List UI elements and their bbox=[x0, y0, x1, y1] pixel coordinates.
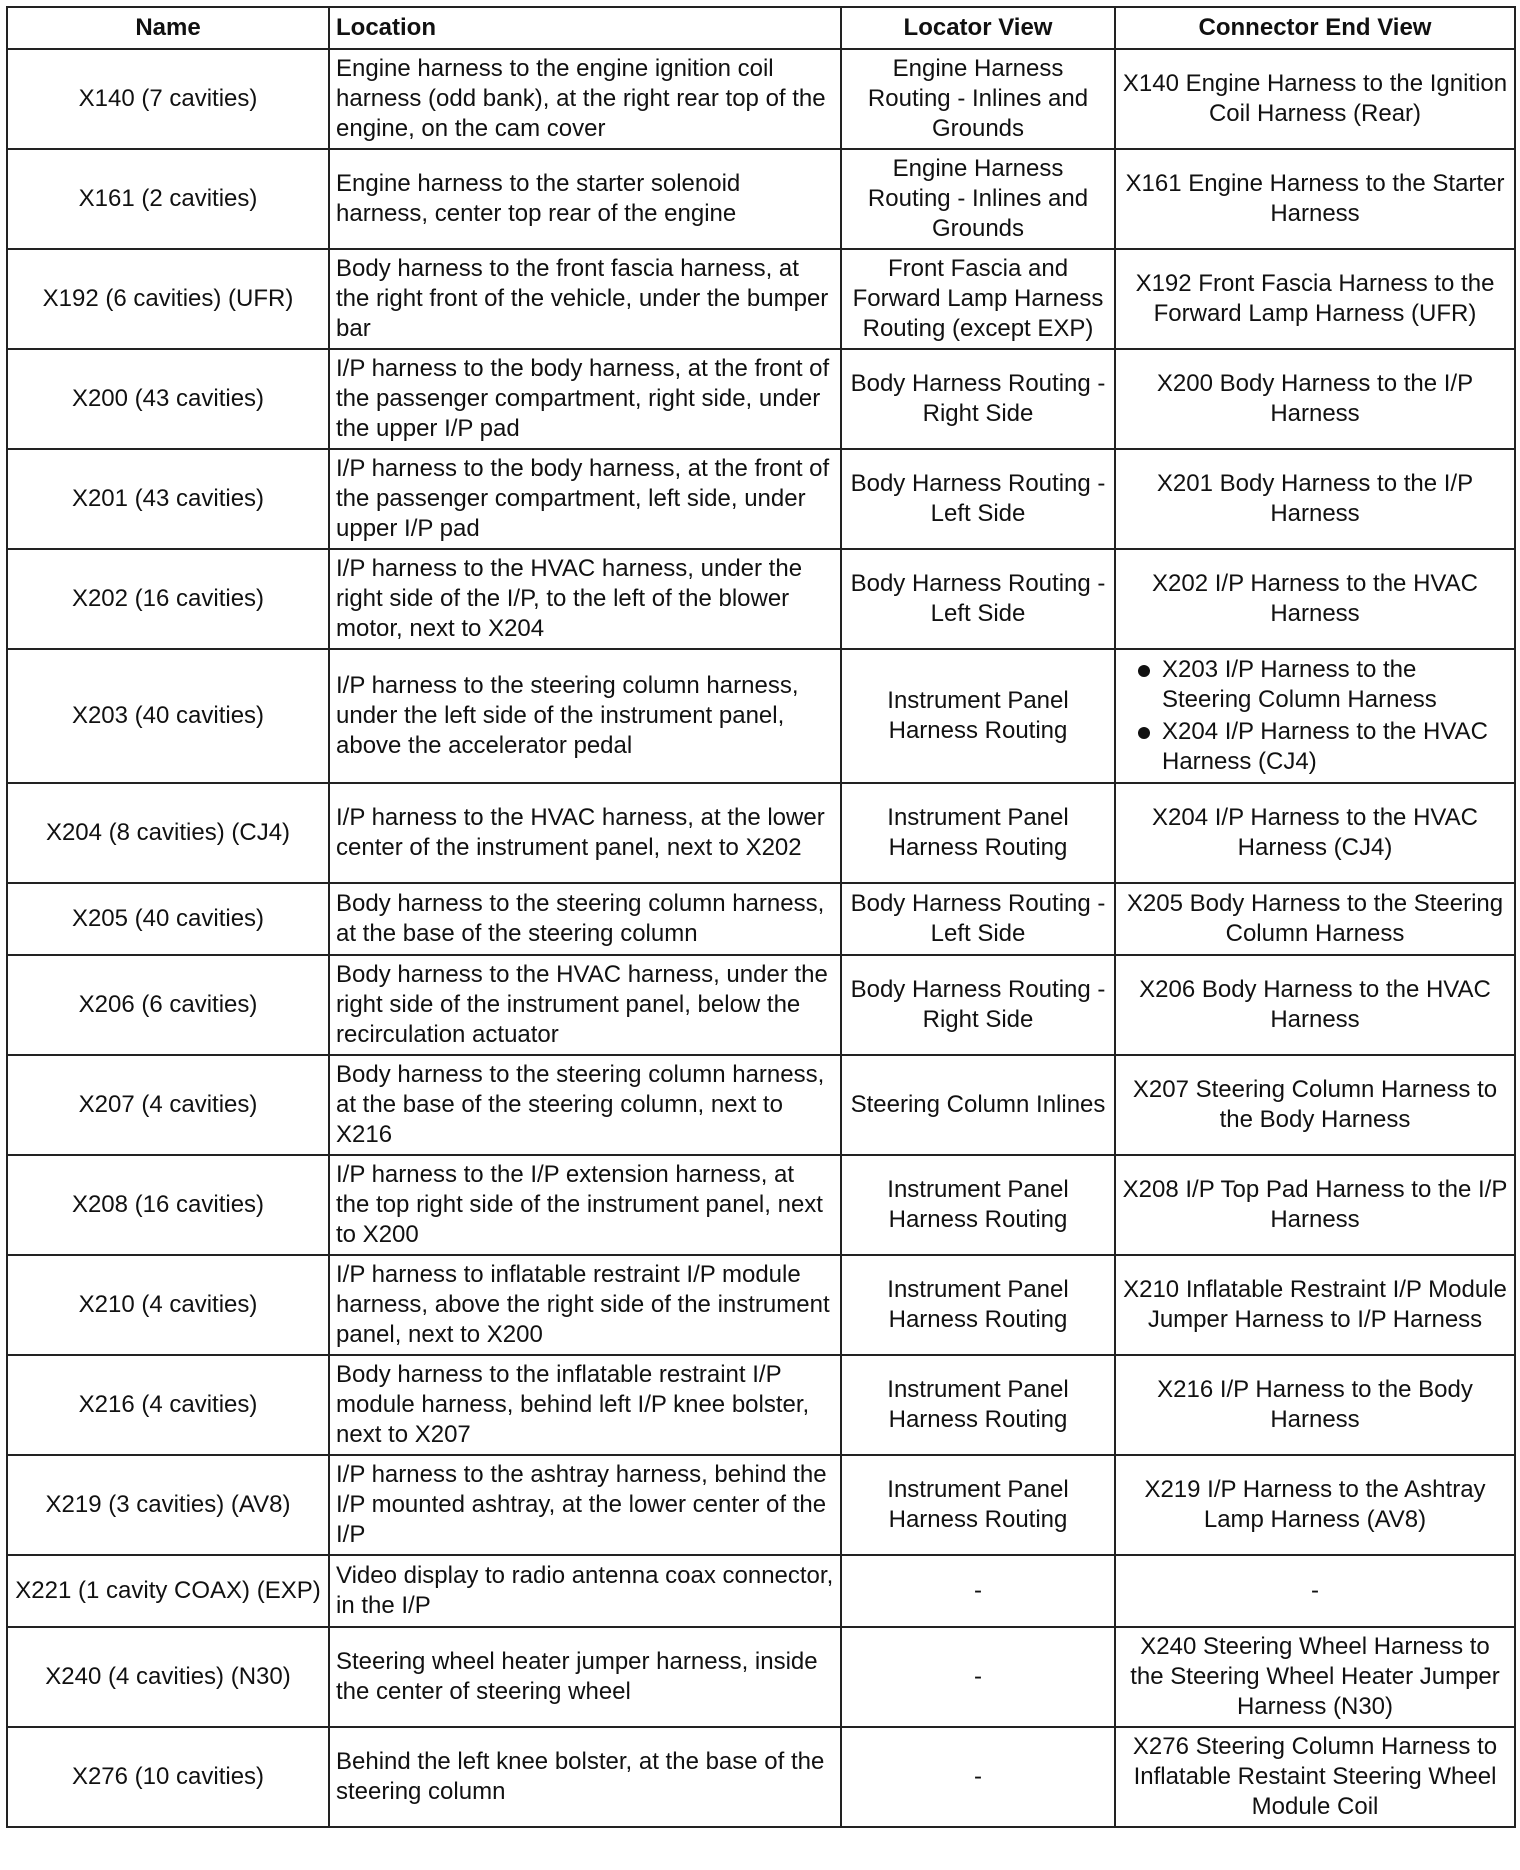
connector-name: X206 (6 cavities) bbox=[7, 955, 329, 1055]
connector-end-view: X201 Body Harness to the I/P Harness bbox=[1115, 449, 1515, 549]
locator-view: Engine Harness Routing - Inlines and Grounds bbox=[841, 149, 1115, 249]
locator-view: Steering Column Inlines bbox=[841, 1055, 1115, 1155]
locator-view: Instrument Panel Harness Routing bbox=[841, 783, 1115, 883]
connector-location: I/P harness to the body harness, at the front of the passenger compartment, right side, under the upper I/P pad bbox=[329, 349, 841, 449]
table-row bbox=[7, 1255, 1515, 1355]
connector-name: X276 (10 cavities) bbox=[7, 1727, 329, 1827]
connector-location: Body harness to the HVAC harness, under the right side of the instrument panel, below the recirculation actuator bbox=[329, 955, 841, 1055]
table-row bbox=[7, 149, 1515, 249]
table-body bbox=[7, 49, 1515, 1827]
table-row bbox=[7, 1555, 1515, 1627]
table-row bbox=[7, 649, 1515, 783]
connector-end-view: X216 I/P Harness to the Body Harness bbox=[1115, 1355, 1515, 1455]
connector-end-view: X276 Steering Column Harness to Inflatable Restaint Steering Wheel Module Coil bbox=[1115, 1727, 1515, 1827]
table-row bbox=[7, 49, 1515, 149]
connector-location: Behind the left knee bolster, at the base of the steering column bbox=[329, 1727, 841, 1827]
locator-view: - bbox=[841, 1555, 1115, 1627]
connector-location: Steering wheel heater jumper harness, inside the center of steering wheel bbox=[329, 1627, 841, 1727]
connector-end-view: X207 Steering Column Harness to the Body Harness bbox=[1115, 1055, 1515, 1155]
locator-view: Body Harness Routing - Left Side bbox=[841, 883, 1115, 955]
table-row bbox=[7, 449, 1515, 549]
connector-location: Body harness to the steering column harness, at the base of the steering column, next to X216 bbox=[329, 1055, 841, 1155]
connector-end-view bbox=[1115, 649, 1515, 783]
connector-end-view: X240 Steering Wheel Harness to the Steering Wheel Heater Jumper Harness (N30) bbox=[1115, 1627, 1515, 1727]
table-row bbox=[7, 883, 1515, 955]
connector-name: X201 (43 cavities) bbox=[7, 449, 329, 549]
connector-name: X205 (40 cavities) bbox=[7, 883, 329, 955]
table-row bbox=[7, 349, 1515, 449]
connector-location: I/P harness to the body harness, at the front of the passenger compartment, left side, under upper I/P pad bbox=[329, 449, 841, 549]
connector-end-view: X206 Body Harness to the HVAC Harness bbox=[1115, 955, 1515, 1055]
locator-view: Instrument Panel Harness Routing bbox=[841, 1455, 1115, 1555]
end-view-item: X204 I/P Harness to the HVAC Harness (CJ4) bbox=[1162, 718, 1488, 775]
list-item bbox=[1122, 655, 1508, 715]
connector-end-view: X161 Engine Harness to the Starter Harness bbox=[1115, 149, 1515, 249]
locator-view: - bbox=[841, 1627, 1115, 1727]
connector-end-view: - bbox=[1115, 1555, 1515, 1627]
list-item bbox=[1122, 717, 1508, 777]
table-header bbox=[7, 7, 1515, 49]
connector-end-view: X204 I/P Harness to the HVAC Harness (CJ4) bbox=[1115, 783, 1515, 883]
connector-name: X140 (7 cavities) bbox=[7, 49, 329, 149]
locator-view: Front Fascia and Forward Lamp Harness Routing (except EXP) bbox=[841, 249, 1115, 349]
connector-location: I/P harness to the steering column harness, under the left side of the instrument panel, above the accelerator pedal bbox=[329, 649, 841, 783]
bullet-icon bbox=[1138, 727, 1150, 739]
connector-end-view: X219 I/P Harness to the Ashtray Lamp Harness (AV8) bbox=[1115, 1455, 1515, 1555]
locator-view: Body Harness Routing - Left Side bbox=[841, 449, 1115, 549]
connector-name: X161 (2 cavities) bbox=[7, 149, 329, 249]
connector-name: X203 (40 cavities) bbox=[7, 649, 329, 783]
connector-location: I/P harness to inflatable restraint I/P module harness, above the right side of the instrument panel, next to X200 bbox=[329, 1255, 841, 1355]
table-row bbox=[7, 1055, 1515, 1155]
locator-view: - bbox=[841, 1727, 1115, 1827]
locator-view: Instrument Panel Harness Routing bbox=[841, 1255, 1115, 1355]
connector-location: I/P harness to the I/P extension harness, at the top right side of the instrument panel, next to X200 bbox=[329, 1155, 841, 1255]
table-row bbox=[7, 1455, 1515, 1555]
table-row bbox=[7, 249, 1515, 349]
locator-view: Instrument Panel Harness Routing bbox=[841, 649, 1115, 783]
table-row bbox=[7, 1627, 1515, 1727]
locator-view: Instrument Panel Harness Routing bbox=[841, 1355, 1115, 1455]
connector-end-view: X208 I/P Top Pad Harness to the I/P Harness bbox=[1115, 1155, 1515, 1255]
locator-view: Body Harness Routing - Left Side bbox=[841, 549, 1115, 649]
table-row bbox=[7, 1355, 1515, 1455]
connector-location: I/P harness to the HVAC harness, under the right side of the I/P, to the left of the blower motor, next to X204 bbox=[329, 549, 841, 649]
connector-location: Video display to radio antenna coax connector, in the I/P bbox=[329, 1555, 841, 1627]
table-row bbox=[7, 549, 1515, 649]
bullet-icon bbox=[1138, 665, 1150, 677]
end-view-item: X203 I/P Harness to the Steering Column Harness bbox=[1162, 656, 1437, 713]
connector-name: X192 (6 cavities) (UFR) bbox=[7, 249, 329, 349]
connector-end-view: X192 Front Fascia Harness to the Forward Lamp Harness (UFR) bbox=[1115, 249, 1515, 349]
connector-end-view: X202 I/P Harness to the HVAC Harness bbox=[1115, 549, 1515, 649]
connector-end-view: X210 Inflatable Restraint I/P Module Jumper Harness to I/P Harness bbox=[1115, 1255, 1515, 1355]
connector-name: X219 (3 cavities) (AV8) bbox=[7, 1455, 329, 1555]
connector-location: Engine harness to the starter solenoid harness, center top rear of the engine bbox=[329, 149, 841, 249]
connector-name: X221 (1 cavity COAX) (EXP) bbox=[7, 1555, 329, 1627]
header-location: Location bbox=[329, 7, 841, 49]
locator-view: Instrument Panel Harness Routing bbox=[841, 1155, 1115, 1255]
connector-name: X216 (4 cavities) bbox=[7, 1355, 329, 1455]
connector-location: Body harness to the front fascia harness, at the right front of the vehicle, under the bumper bar bbox=[329, 249, 841, 349]
locator-view: Body Harness Routing - Right Side bbox=[841, 349, 1115, 449]
table-row bbox=[7, 1727, 1515, 1827]
locator-view: Engine Harness Routing - Inlines and Grounds bbox=[841, 49, 1115, 149]
connector-location: Engine harness to the engine ignition coil harness (odd bank), at the right rear top of the engine, on the cam cover bbox=[329, 49, 841, 149]
connector-table bbox=[6, 6, 1516, 1828]
connector-location: I/P harness to the ashtray harness, behind the I/P mounted ashtray, at the lower center of the I/P bbox=[329, 1455, 841, 1555]
connector-name: X200 (43 cavities) bbox=[7, 349, 329, 449]
header-row bbox=[7, 7, 1515, 49]
connector-location: Body harness to the steering column harness, at the base of the steering column bbox=[329, 883, 841, 955]
header-name: Name bbox=[7, 7, 329, 49]
table-row bbox=[7, 1155, 1515, 1255]
header-connector-end-view: Connector End View bbox=[1115, 7, 1515, 49]
connector-end-view: X200 Body Harness to the I/P Harness bbox=[1115, 349, 1515, 449]
connector-end-view: X140 Engine Harness to the Ignition Coil Harness (Rear) bbox=[1115, 49, 1515, 149]
end-view-list bbox=[1122, 655, 1508, 777]
connector-name: X208 (16 cavities) bbox=[7, 1155, 329, 1255]
connector-document bbox=[6, 6, 1516, 1828]
table-row bbox=[7, 955, 1515, 1055]
connector-location: Body harness to the inflatable restraint I/P module harness, behind left I/P knee bolster, next to X207 bbox=[329, 1355, 841, 1455]
header-locator-view: Locator View bbox=[841, 7, 1115, 49]
connector-name: X240 (4 cavities) (N30) bbox=[7, 1627, 329, 1727]
connector-name: X204 (8 cavities) (CJ4) bbox=[7, 783, 329, 883]
table-row bbox=[7, 783, 1515, 883]
connector-end-view: X205 Body Harness to the Steering Column Harness bbox=[1115, 883, 1515, 955]
locator-view: Body Harness Routing - Right Side bbox=[841, 955, 1115, 1055]
connector-name: X207 (4 cavities) bbox=[7, 1055, 329, 1155]
connector-name: X202 (16 cavities) bbox=[7, 549, 329, 649]
connector-location: I/P harness to the HVAC harness, at the lower center of the instrument panel, next to X202 bbox=[329, 783, 841, 883]
connector-name: X210 (4 cavities) bbox=[7, 1255, 329, 1355]
